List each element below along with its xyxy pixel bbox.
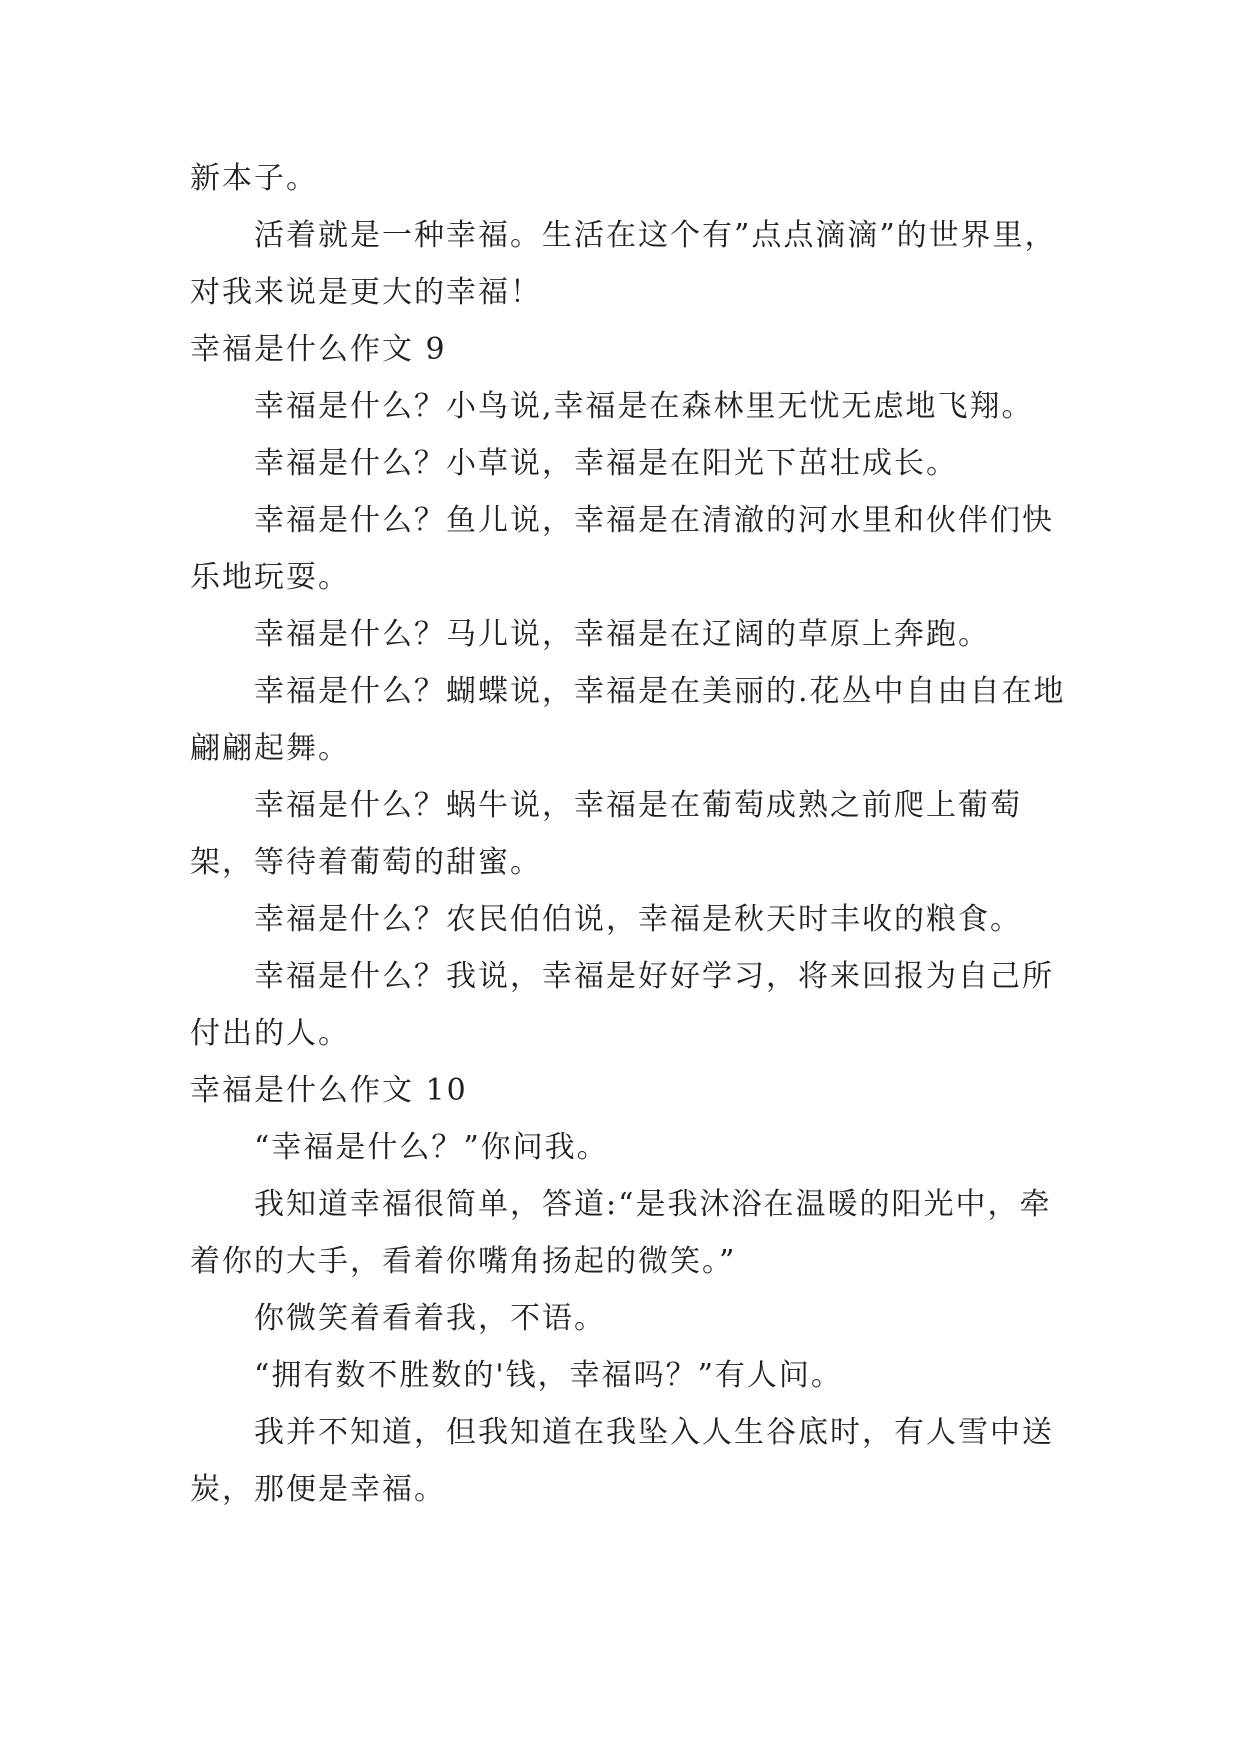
paragraph: 我并不知道，但我知道在我坠入人生谷底时，有人雪中送炭，那便是幸福。 — [190, 1415, 1054, 1507]
paragraph: 新本子。 — [190, 161, 318, 196]
paragraph: 你微笑着看着我，不语。 — [254, 1301, 606, 1336]
paragraph: 幸福是什么？农民伯伯说，幸福是秋天时丰收的粮食。 — [254, 902, 1022, 937]
paragraph: 幸福是什么？小草说，幸福是在阳光下茁壮成长。 — [254, 446, 958, 481]
document-body — [190, 150, 1070, 1518]
section-heading: 幸福是什么作文 10 — [190, 1073, 468, 1108]
section-heading: 幸福是什么作文 9 — [190, 332, 447, 367]
paragraph: 活着就是一种幸福。生活在这个有”点点滴滴”的世界里，对我来说是更大的幸福！ — [190, 218, 1057, 310]
paragraph: 幸福是什么？蜗牛说，幸福是在葡萄成熟之前爬上葡萄架，等待着葡萄的甜蜜。 — [190, 788, 1022, 880]
paragraph: 我知道幸福很简单，答道:“是我沐浴在温暖的阳光中，牵着你的大手，看着你嘴角扬起的微笑。” — [190, 1187, 1052, 1279]
paragraph: 幸福是什么？鱼儿说，幸福是在清澈的河水里和伙伴们快乐地玩耍。 — [190, 503, 1054, 595]
paragraph: 幸福是什么？我说，幸福是好好学习，将来回报为自己所付出的人。 — [190, 959, 1054, 1051]
paragraph: 幸福是什么？马儿说，幸福是在辽阔的草原上奔跑。 — [254, 617, 990, 652]
paragraph: 幸福是什么？小鸟说,幸福是在森林里无忧无虑地飞翔。 — [254, 389, 1034, 424]
paragraph: 幸福是什么？蝴蝶说，幸福是在美丽的.花丛中自由自在地翩翩起舞。 — [190, 674, 1066, 766]
paragraph: “幸福是什么？”你问我。 — [254, 1130, 609, 1165]
paragraph: “拥有数不胜数的'钱，幸福吗？”有人问。 — [254, 1358, 843, 1393]
